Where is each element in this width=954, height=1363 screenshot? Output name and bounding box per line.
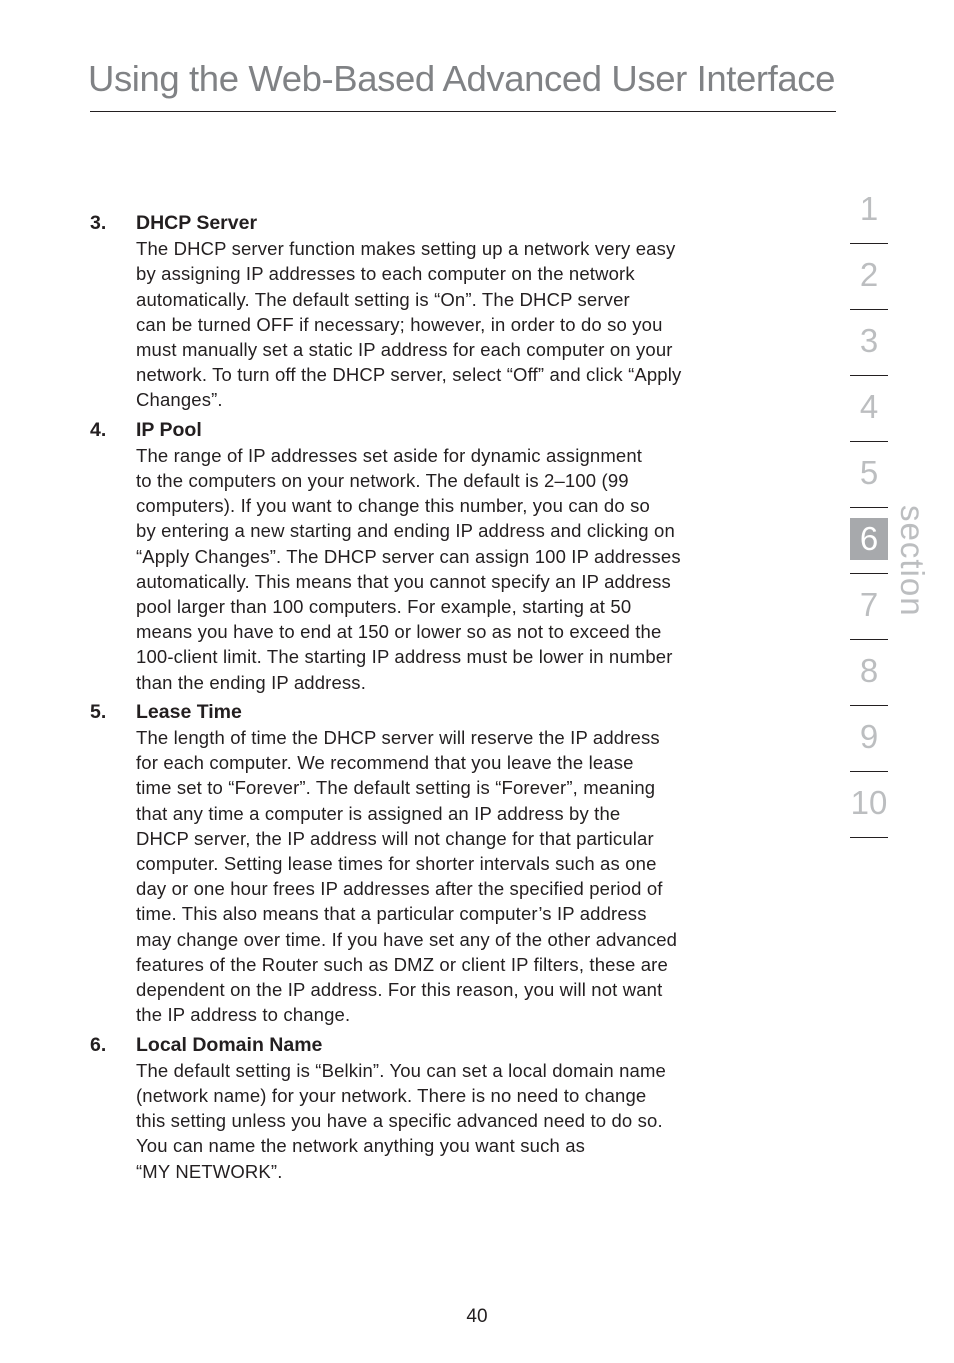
section-number: 8 bbox=[859, 652, 879, 689]
list-item-ip-pool bbox=[90, 418, 796, 695]
title-rule bbox=[90, 111, 836, 112]
page-number: 40 bbox=[466, 1306, 488, 1327]
item-heading: DHCP Server bbox=[136, 212, 258, 234]
section-number: 7 bbox=[859, 586, 879, 623]
section-number: 1 bbox=[859, 190, 879, 227]
item-heading: Local Domain Name bbox=[136, 1033, 323, 1056]
section-number: 3 bbox=[859, 322, 879, 359]
item-heading: Lease Time bbox=[136, 700, 242, 723]
section-nav-item-6-active[interactable] bbox=[850, 508, 888, 574]
page-title: Using the Web-Based Advanced User Interface bbox=[88, 58, 836, 99]
section-nav-item-9[interactable] bbox=[850, 706, 888, 772]
list-item-local-domain-name bbox=[90, 1033, 796, 1184]
list-item-dhcp-server bbox=[90, 211, 796, 413]
item-number: 3. bbox=[90, 212, 107, 234]
section-nav-item-8[interactable] bbox=[850, 640, 888, 706]
item-number: 4. bbox=[90, 418, 107, 441]
item-number: 5. bbox=[90, 700, 107, 723]
item-body: The range of IP addresses set aside for dynamic assignment to the computers on your network. The default is 2–100 (99 computers). If you want to change this number, you can do so by entering a new starting and ending IP address and clicking on “Apply Changes”. The DHCP server can assign 100 IP addresses automatically. This means that you cannot specify an IP address pool larger than 100 computers. For example, starting at 50 means you have to end at 150 or lower so as not to exceed the 100-client limit. The starting IP address must be lower in number than the ending IP address. bbox=[136, 444, 681, 693]
content-list bbox=[90, 210, 796, 1189]
list-item-lease-time bbox=[90, 700, 796, 1028]
item-number: 6. bbox=[90, 1033, 107, 1056]
section-number-active: 6 bbox=[850, 518, 888, 560]
section-nav-item-7[interactable] bbox=[850, 574, 888, 640]
item-body: The DHCP server function makes setting up a network very easy by assigning IP addresses to each computer on the network automatically. The default setting is “On”. The DHCP server can be turned OFF if necessary; however, in order to do so you must manually set a static IP address for each computer on your network. To turn off the DHCP server, select “Off” and click “Apply Changes”. bbox=[136, 238, 682, 411]
section-number: 9 bbox=[859, 718, 879, 755]
section-nav-item-3[interactable] bbox=[850, 310, 888, 376]
item-heading: IP Pool bbox=[136, 418, 202, 441]
section-number: 2 bbox=[859, 256, 879, 293]
item-body: The length of time the DHCP server will reserve the IP address for each computer. We recommend that you leave the lease time set to “Forever”. The default setting is “Forever”, meaning that any time a computer is assigned an IP address by the DHCP server, the IP address will not change for that particular computer. Setting lease times for shorter intervals such as one day or one hour frees IP addresses after the specified period of time. This also means that a particular computer’s IP address may change over time. If you have set any of the other advanced features of the Router such as DMZ or client IP filters, these are dependent on the IP address. For this reason, you will not want the IP address to change. bbox=[136, 727, 678, 1026]
section-nav-item-5[interactable] bbox=[850, 442, 888, 508]
section-number: 4 bbox=[859, 388, 879, 425]
section-label bbox=[893, 505, 933, 625]
section-nav-item-10[interactable] bbox=[850, 772, 888, 838]
section-nav-item-2[interactable] bbox=[850, 244, 888, 310]
section-number: 10 bbox=[850, 784, 888, 821]
item-body: The default setting is “Belkin”. You can set a local domain name (network name) for your network. There is no need to change this setting unless you have a specific advanced need to do so. You can name the network anything you want such as “MY NETWORK”. bbox=[136, 1059, 666, 1182]
section-nav-item-4[interactable] bbox=[850, 376, 888, 442]
section-nav-item-1[interactable] bbox=[850, 178, 888, 244]
section-nav bbox=[850, 178, 888, 838]
section-number: 5 bbox=[859, 454, 879, 491]
section-label-text: section bbox=[894, 505, 931, 617]
